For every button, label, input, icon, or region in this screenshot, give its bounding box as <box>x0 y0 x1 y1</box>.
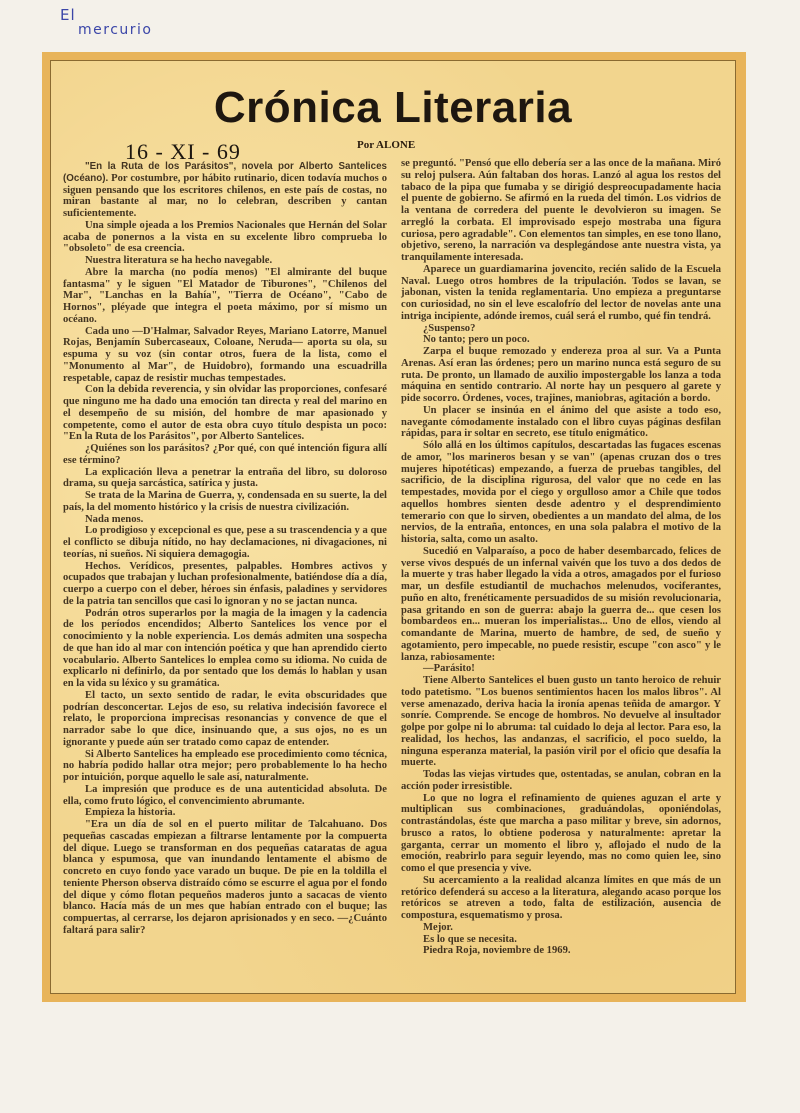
article-paragraph: Aparece un guardiamarina jovencito, recién salido de la Escuela Naval. Luego otros hombres de la tripulación. Todos se lavan, se jabonan, visten la tenida reglamentaria. Uno empieza a preguntarse con curiosidad, no sin el leve escalofrío del lector de novelas ante una intriga incipiente, adónde iremos, cuál será el rumbo, qué fin tendrá. <box>401 263 721 322</box>
newspaper-clipping <box>42 52 746 1002</box>
article-title: Crónica Literaria <box>213 83 573 132</box>
article-paragraph: Hechos. Verídicos, presentes, palpables. Hombres activos y ocupados que trabajan y luchan profesionalmente, batiéndose día a día, cuerpo a cuerpo con el deber, héroes sin énfasis, paladines y servidores de la patria tan sencillos que casi lo ignoran y no se jactan nunca. <box>63 560 387 607</box>
article-paragraph: Sucedió en Valparaíso, a poco de haber desembarcado, felices de verse vivos después de un infernal vaivén que los tuvo a dos dedos de la muerte y tras haber llegado la vida a otros, amagados por el furioso mar, un desfile estudiantil de muchachos melenudos, vociferantes, puño en alto, frenéticamente persuadidos de su misión revolucionaria, pasa gritando en son de guerra: abajo la guerra de... que cesen los bombardeos en... mueran los imperialistas... Uno de ellos, viendo al comandante de Marina, muerto de hambre, de sed, de sueño y agotamiento, pero impecable, no puede resistir, escupe "con asco" y le lanza, rabiosamente: <box>401 545 721 663</box>
article-paragraph: Un placer se insinúa en el ánimo del que asiste a todo eso, navegante cómodamente instalado con el libro cuyas páginas desfilan rápidas, para ir soltar en secreto, ese título enigmático. <box>401 404 721 440</box>
article-paragraph: "Era un día de sol en el puerto militar de Talcahuano. Dos pequeñas cascadas empiezan a filtrarse lentamente por la compuerta del dique. Luego se transforman en dos pequeñas cataratas de agua blanca y espumosa, que van inundando lentamente el abismo de concreto en cuyo fondo yace varado un buque. De pie en la toldilla el teniente Pherson observa distraído cómo se escurre el agua por el fondo del dique y cómo flotan pequeños maderos junto a sacacas de viento blanco. Hacía más de un mes que habían entrado con el buque; las compuertas, al cerrarse, los dejaron aprisionados y en seco. —¿Cuánto faltará para salir? <box>63 819 387 936</box>
article-paragraph: Nada menos. <box>85 513 144 525</box>
article-paragraph: La impresión que produce es de una autenticidad absoluta. De ella, como fruto lógico, el convencimiento abrumante. <box>63 783 387 807</box>
handwritten-note-line1: El <box>60 6 76 24</box>
article-paragraph: Piedra Roja, noviembre de 1969. <box>423 945 571 957</box>
article-paragraph: se preguntó. "Pensó que ello debería ser a las once de la mañana. Miró su reloj pulsera. Aún faltaban dos horas. Lanzó al agua los restos del tabaco de la pipa que fumaba y se dirigió despreocupadamente hacia el puente de gobierno. Se afirmó en la rueda del timón. Los vidrios de la ventana de corredera del puente le devolvieron su imagen. Se arregló la corbata. El improvisado espejo mostraba una figura curiosa, pero agradable". Con elementos tan simples, en ese tono llano, objetivo, sereno, la narración va desplegándose ante nuestra vista, ya tranquilamente interesada. <box>401 158 721 263</box>
article-paragraph: ¿Suspenso? <box>423 322 476 334</box>
article-paragraph: No tanto; pero un poco. <box>423 334 530 346</box>
article-date: 16 - XI - 69 <box>125 139 241 164</box>
article-paragraph: Sólo allá en los últimos capítulos, descartadas las fugaces escenas de amor, "los marineros besan y se van" (apenas cruzan dos o tres mujeres hipotéticas) empezando, a fuerza de pruebas tangibles, del sacrificio, de la disciplina rigurosa, del valor que no cede en las tempestades, movida por el ciego y orgulloso amor a Chile que todos aquellos hombres sienten desde adentro y el desprendimiento temerario con que lo sirven, obedientes a un mandato del alma, de los nervios, de la entraña, entonces, en una sola palabra el motivo de la historia, salta, como un asalto. <box>401 440 721 545</box>
article-paragraph: Es lo que se necesita. <box>423 933 517 945</box>
article-paragraph: —Parásito! <box>423 663 475 675</box>
article-paragraph: El tacto, un sexto sentido de radar, le evita obscuridades que podrían desconcertar. Lejos de eso, su relativa indecisión favorece el relato, le proporciona imprecisas resonancias y convence de que el narrador sabe lo que dice, insinuando que, a sus ojos, no es un ignorante y puede aún ser tratado como capaz de entender. <box>63 689 387 748</box>
lead-title: "En la Ruta de los Parásitos", novela por Alberto Santelices (Océano). <box>63 161 387 184</box>
article-paragraph: Todas las viejas virtudes que, ostentadas, se anulan, cobran en la acción poder irresistible. <box>401 769 721 792</box>
article-paragraph: Con la debida reverencia, y sin olvidar las proporciones, confesaré que ninguno me ha dado una emoción tan directa y real del marino en el desempeño de su misión, del hombre de mar apasionado y competente, como el autor de esta obra cuyo título despista un poco: "En la Ruta de los Parásitos", por Alberto Santelices. <box>63 384 387 443</box>
article-paragraph: Podrán otros superarlos por la magia de la imagen y la cadencia de los períodos encendidos; Alberto Santelices los vence por el conocimiento y la noble experiencia. Los demás admiten una sospecha de que han ido al mar con intención poética y que han aprendido cierto vocabulario. Alberto Santelices lo emplea como su idioma. No cuida de explicarlo ni definirlo, da por sentado que los demás lo hablan y usan en la vida su léxico y su gramática. <box>63 607 387 689</box>
article-paragraph: Lo que no logra el refinamiento de quienes aguzan el arte y multiplican sus combinaciones, graduándolas, oponiéndolas, contrastándolas, éste que marcha a paso militar y breve, sin adornos, brusco a ratos, lo obtiene poderosa y naturalmente: apretar la garganta, cerrar un momento el libro y, aflojado el nudo de la emoción, reabrirlo para seguir leyendo, mas no como quien lee, sino como el que presencia y vive. <box>401 792 721 874</box>
article-column-2 <box>401 158 721 957</box>
article-paragraph: Si Alberto Santelices ha empleado ese procedimiento como técnica, no habría podido hallar otra mejor; pero probablemente lo ha hecho por intuición, porque aquello le sale así, naturalmente. <box>63 748 387 783</box>
clipping-page <box>50 60 736 994</box>
article-paragraph: Se trata de la Marina de Guerra, y, condensada en su suerte, la del país, la del momento histórico y la crisis de nuestra civilización. <box>63 490 387 513</box>
article-paragraph: Cada uno —D'Halmar, Salvador Reyes, Mariano Latorre, Manuel Rojas, Benjamín Subercaseaux, Coloane, Neruda— aporta su ola, su espuma y su voz (sin contar otros, fuera de la lista, como el "Monumento al Mar", de Huidobro), formando una escuadrilla respetable, capaz de resistir muchas tempestades. <box>63 325 387 384</box>
article-paragraph: Zarpa el buque remozado y endereza proa al sur. Va a Punta Arenas. Así eran las órdenes; pero un marino nunca está seguro de su ruta. De pronto, un llamado de auxilio impostergable los lanza a toda máquina en sentido contrario. Al norte hay un pesquero al garete y pide socorro. Órdenes, voces, trajines, maniobras, agitación a bordo. <box>401 346 721 404</box>
handwritten-note-line2: mercurio <box>78 22 153 38</box>
article-paragraph: La explicación lleva a penetrar la entraña del libro, su doloroso drama, su queja sarcástica, satírica y justa. <box>63 466 387 490</box>
article-paragraph: Abre la marcha (no podía menos) "El almirante del buque fantasma" y le siguen "El Matador de Tiburones", "Chilenos del Mar", "Lanchas en la Bahía", "Tierra de Océano", "Cabo de Hornos", pléyade que integra el poeta máximo, por sí mismo un océano. <box>63 266 387 325</box>
lead-text: Por costumbre, por hábito rutinario, dicen todavía muchos o siguen pensando que los escritores chilenos, en este país de costas, no miran bastante al mar, no lo celebran, describen y cantan suficientemente. <box>63 172 388 219</box>
article-column-1 <box>63 161 387 937</box>
article-paragraph: Tiene Alberto Santelices el buen gusto un tanto heroico de rehuir todo patetismo. "Los buenos sentimientos hacen los malos libros". Al verse amenazado, deriva hacia la ironía apenas teñida de amargor. Y sonríe. Comprende. Se encoge de hombros. No devuelve al insultador golpe por golpe ni lo abruma: tal cuidado lo deja al lector. Para eso, la realidad, los hechos, las andanzas, el sacrificio, el poco sueldo, la ninguna esperanza material, la pasión viril por el oficio que desafía la muerte. <box>401 675 721 769</box>
article-paragraph: Mejor. <box>423 921 453 933</box>
lead-paragraph <box>63 161 387 220</box>
article-paragraph: Lo prodigioso y excepcional es que, pese a su trascendencia y a que el conflicto se dibuja nítido, no hay declamaciones, ni divagaciones, ni teorías, ni sueños. Ni siquiera demagogia. <box>63 525 387 560</box>
article-paragraph: Nuestra literatura se ha hecho navegable. <box>85 255 273 266</box>
article-paragraph: ¿Quiénes son los parásitos? ¿Por qué, con qué intención figura allí ese término? <box>63 443 387 466</box>
article-paragraph: Su acercamiento a la realidad alcanza límites en que más de un retórico defenderá su acceso a la literatura, alegando acaso porque los retóricos se atreven a todo, falta de estilización, ausencia de compostura, esquematismo y prosa. <box>401 874 721 921</box>
article-paragraph: Una simple ojeada a los Premios Nacionales que Hernán del Solar acaba de ponernos a la vista en su excelente libro comprueba lo "obsoleto" de esa creencia. <box>63 219 387 255</box>
article-byline: Por ALONE <box>357 139 416 151</box>
article-paragraph: Empieza la historia. <box>85 807 176 819</box>
